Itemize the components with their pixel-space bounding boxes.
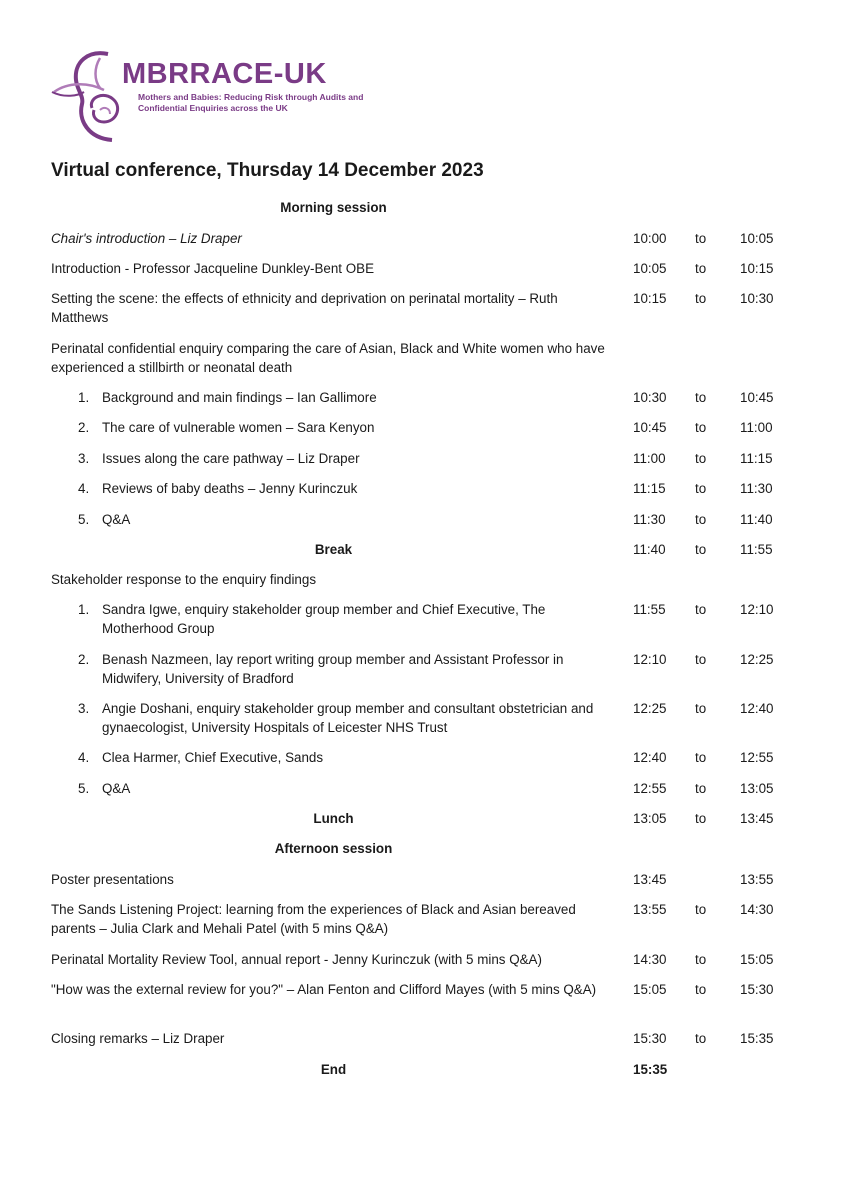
item-number: 2.	[78, 652, 90, 667]
start-time: 14:30	[633, 952, 667, 967]
break-label: Break	[314, 542, 353, 557]
agenda-item-text: Chair's introduction – Liz Draper	[51, 231, 242, 246]
start-time: 11:30	[633, 512, 666, 527]
start-time: 13:45	[633, 872, 667, 887]
agenda-item-text: The Sands Listening Project: learning from the experiences of Black and Asian bereaved parents – Julia Clark and Mehali Patel (with 5 mins Q&A)	[51, 902, 576, 936]
agenda-item-text: Setting the scene: the effects of ethnicity and deprivation on perinatal mortality – Ruth Matthews	[51, 291, 558, 325]
to-label: to	[695, 512, 707, 527]
end-time: 13:05	[740, 781, 774, 796]
start-time: 10:15	[633, 291, 667, 306]
to-label: to	[695, 451, 707, 466]
end-label: End	[320, 1062, 347, 1077]
agenda-item-text: "How was the external review for you?" – Alan Fenton and Clifford Mayes (with 5 mins Q&A)	[51, 982, 597, 997]
item-number: 1.	[78, 390, 90, 405]
agenda-item-text: Issues along the care pathway – Liz Draper	[102, 451, 360, 466]
agenda-item-text: Angie Doshani, enquiry stakeholder group member and consultant obstetrician and gynaecologist, University Hospitals of Leicester NHS Trust	[102, 701, 594, 735]
end-time: 11:00	[740, 420, 773, 435]
to-label: to	[695, 390, 707, 405]
end-time: 12:10	[740, 602, 774, 617]
end-time: 12:40	[740, 701, 774, 716]
to-label: to	[695, 952, 707, 967]
to-label: to	[695, 481, 707, 496]
agenda-item-text: Clea Harmer, Chief Executive, Sands	[102, 750, 324, 765]
agenda-item-text: The care of vulnerable women – Sara Kenyon	[102, 420, 375, 435]
agenda-item-text: Background and main findings – Ian Gallimore	[102, 390, 377, 405]
afternoon-session-heading: Afternoon session	[274, 841, 393, 856]
end-time: 11:30	[740, 481, 773, 496]
start-time: 13:55	[633, 902, 667, 917]
to-label: to	[695, 750, 707, 765]
morning-session-heading: Morning session	[280, 200, 387, 215]
section-heading: Stakeholder response to the enquiry findings	[51, 572, 317, 587]
start-time: 10:00	[633, 231, 667, 246]
item-number: 5.	[78, 781, 90, 796]
end-time: 15:35	[633, 1062, 668, 1077]
agenda-item-text: Poster presentations	[51, 872, 174, 887]
agenda-item-text: Closing remarks – Liz Draper	[51, 1031, 225, 1046]
start-time: 12:10	[633, 652, 667, 667]
agenda-item-text: Perinatal Mortality Review Tool, annual report - Jenny Kurinczuk (with 5 mins Q&A)	[51, 952, 542, 967]
agenda-item-text: Benash Nazmeen, lay report writing group member and Assistant Professor in Midwifery, University of Bradford	[102, 652, 564, 686]
agenda-item-text: Reviews of baby deaths – Jenny Kurinczuk	[102, 481, 358, 496]
to-label: to	[695, 811, 707, 826]
start-time: 11:00	[633, 451, 666, 466]
end-time: 10:05	[740, 231, 774, 246]
item-number: 5.	[78, 512, 90, 527]
to-label: to	[695, 420, 707, 435]
to-label: to	[695, 701, 707, 716]
end-time: 10:45	[740, 390, 774, 405]
end-time: 13:55	[740, 872, 774, 887]
item-number: 1.	[78, 602, 90, 617]
logo-wordmark: MBRRACE-UK	[122, 58, 327, 90]
to-label: to	[695, 982, 707, 997]
start-time: 15:05	[633, 982, 667, 997]
end-time: 10:30	[740, 291, 774, 306]
end-time: 11:40	[740, 512, 773, 527]
to-label: to	[695, 602, 707, 617]
start-time: 11:15	[633, 481, 666, 496]
item-number: 4.	[78, 750, 90, 765]
start-time: 12:25	[633, 701, 667, 716]
end-time: 15:35	[740, 1031, 774, 1046]
item-number: 3.	[78, 701, 90, 716]
end-time: 13:45	[740, 811, 774, 826]
page-title: Virtual conference, Thursday 14 December 2023	[51, 160, 484, 181]
mbrrace-logo	[48, 48, 364, 148]
item-number: 4.	[78, 481, 90, 496]
end-time: 11:55	[740, 542, 773, 557]
section-heading: Perinatal confidential enquiry comparing the care of Asian, Black and White women who have experienced a stillbirth or neonatal death	[51, 341, 605, 375]
start-time: 10:30	[633, 390, 667, 405]
to-label: to	[695, 902, 707, 917]
end-time: 12:25	[740, 652, 774, 667]
to-label: to	[695, 291, 707, 306]
item-number: 3.	[78, 451, 90, 466]
start-time: 12:55	[633, 781, 667, 796]
to-label: to	[695, 542, 707, 557]
agenda-item-text: Sandra Igwe, enquiry stakeholder group member and Chief Executive, The Motherhood Group	[102, 602, 546, 636]
start-time: 11:40	[633, 542, 666, 557]
end-time: 15:30	[740, 982, 774, 997]
agenda-item-text: Introduction - Professor Jacqueline Dunkley-Bent OBE	[51, 261, 375, 276]
logo-tagline: Mothers and Babies: Reducing Risk through Audits and Confidential Enquiries across the UK	[138, 92, 364, 113]
item-number: 2.	[78, 420, 90, 435]
to-label: to	[695, 652, 707, 667]
end-time: 11:15	[740, 451, 773, 466]
to-label: to	[695, 261, 707, 276]
start-time: 11:55	[633, 602, 666, 617]
start-time: 15:30	[633, 1031, 667, 1046]
to-label: to	[695, 1031, 707, 1046]
end-time: 14:30	[740, 902, 774, 917]
start-time: 10:45	[633, 420, 667, 435]
end-time: 12:55	[740, 750, 774, 765]
end-time: 15:05	[740, 952, 774, 967]
lunch-label: Lunch	[313, 811, 354, 826]
start-time: 10:05	[633, 261, 667, 276]
agenda-item-text: Q&A	[102, 512, 131, 527]
agenda-item-text: Q&A	[102, 781, 131, 796]
to-label: to	[695, 231, 707, 246]
start-time: 13:05	[633, 811, 667, 826]
to-label: to	[695, 781, 707, 796]
start-time: 12:40	[633, 750, 667, 765]
end-time: 10:15	[740, 261, 774, 276]
